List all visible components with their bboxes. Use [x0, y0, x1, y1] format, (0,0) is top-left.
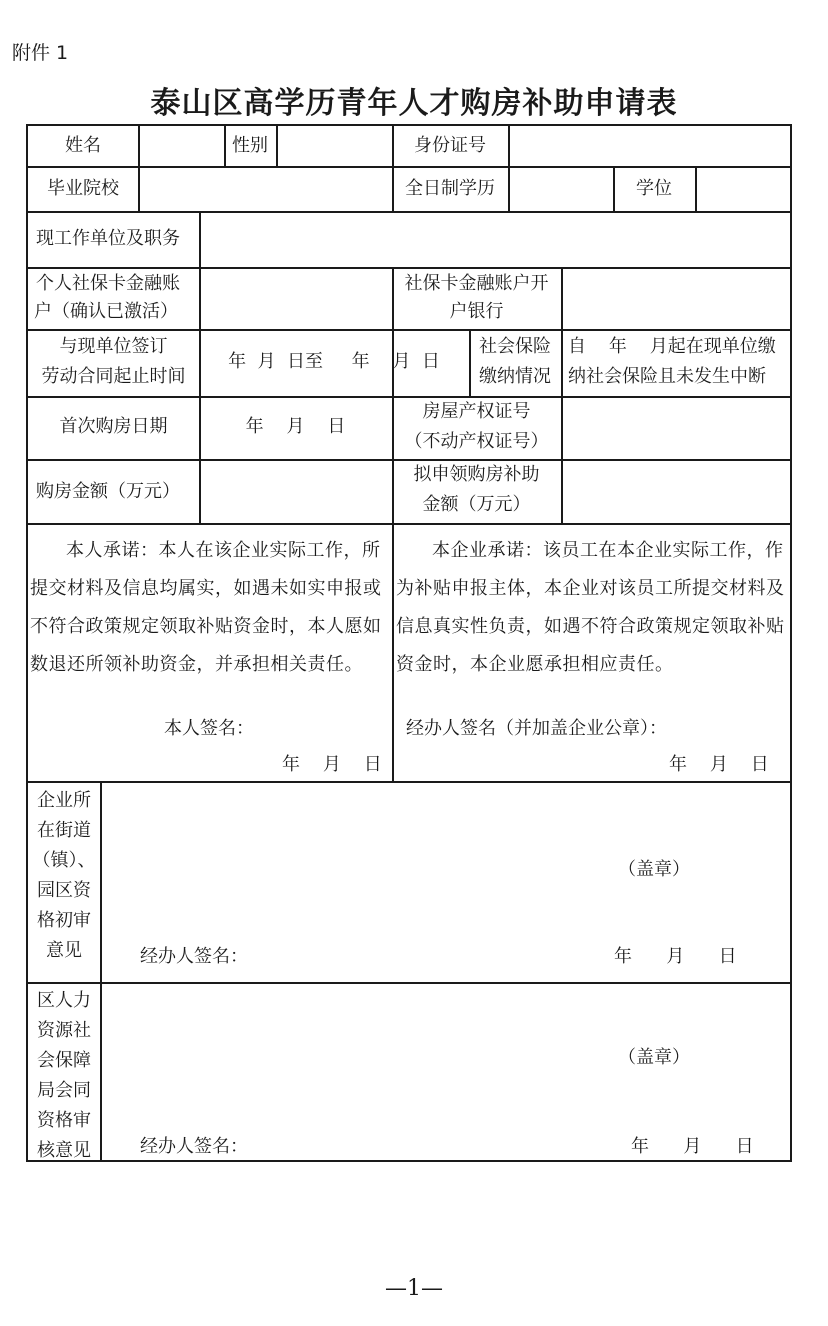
contract-dates: 年 月 日至 年 月 日: [228, 351, 440, 372]
employer-label: 现工作单位及职务: [36, 228, 180, 249]
company-signature-label: 经办人签名（并加盖企业公章）：: [406, 718, 667, 739]
hr-bureau-signature-label: 经办人签名：: [140, 1136, 248, 1157]
gender-label: 性别: [232, 135, 268, 156]
purchase-date-value: 年 月 日: [245, 416, 346, 437]
school-label: 毕业院校: [47, 178, 119, 199]
insurance-label-line2: 缴纳情况: [479, 366, 551, 387]
insurance-value-line1: 自 年 月起在现单位缴: [568, 336, 776, 357]
degree-label: 学位: [636, 178, 672, 199]
street-review-signature-label: 经办人签名：: [140, 946, 248, 967]
personal-signature-label: 本人签名：: [164, 718, 254, 739]
property-cert-label-line1: 房屋产权证号: [422, 401, 531, 422]
form-title: 泰山区高学历青年人才购房补助申请表: [150, 86, 678, 121]
street-review-label: 企业所 在街道 （镇）、 园区资 格初审 意见: [32, 790, 96, 961]
hr-bureau-review-label: 区人力 资源社 会保障 局会同 资格审 核意见: [37, 990, 91, 1161]
company-signature-date: 年 月 日: [669, 754, 769, 775]
hr-bureau-review-date: 年 月 日: [631, 1136, 754, 1157]
street-review-seal: （盖章）: [618, 859, 690, 880]
purchase-date-label: 首次购房日期: [59, 416, 168, 437]
bank-label-line2: 户银行: [449, 301, 504, 322]
personal-signature-date: 年 月 日: [282, 754, 382, 775]
subsidy-label-line1: 拟申领购房补助: [413, 464, 540, 485]
account-label-line1: 个人社保卡金融账: [36, 273, 180, 294]
insurance-label-line1: 社会保险: [479, 336, 551, 357]
id-number-label: 身份证号: [414, 135, 486, 156]
attachment-label: 附件 1: [12, 42, 69, 64]
name-label: 姓名: [65, 135, 101, 156]
account-label-line2: 户（确认已激活）: [34, 301, 178, 322]
education-label: 全日制学历: [405, 178, 495, 199]
contract-label-line2: 劳动合同起止时间: [41, 366, 186, 387]
purchase-amount-label: 购房金额（万元）: [36, 481, 180, 502]
application-form-table: [26, 124, 792, 1162]
bank-label-line1: 社保卡金融账户开: [404, 273, 549, 294]
page-number: —1—: [385, 1276, 443, 1301]
contract-label-line1: 与现单位签订: [59, 336, 168, 357]
street-review-date: 年 月 日: [614, 946, 737, 967]
insurance-value-line2: 纳社会保险且未发生中断: [568, 366, 766, 387]
property-cert-label-line2: （不动产权证号）: [404, 431, 549, 452]
hr-bureau-review-seal: （盖章）: [618, 1047, 690, 1068]
personal-pledge-text: 本人承诺：本人在该企业实际工作，所提交材料及信息均属实，如遇未如实申报或不符合政策规定领取补贴资金时，本人愿如数退还所领补助资金，并承担相关责任。: [30, 540, 382, 675]
subsidy-label-line2: 金额（万元）: [422, 494, 531, 515]
company-pledge-text: 本企业承诺：该员工在本企业实际工作，作为补贴申报主体，本企业对该员工所提交材料及信息真实性负责，如遇不符合政策规定领取补贴资金时，本企业愿承担相应责任。: [396, 540, 785, 675]
